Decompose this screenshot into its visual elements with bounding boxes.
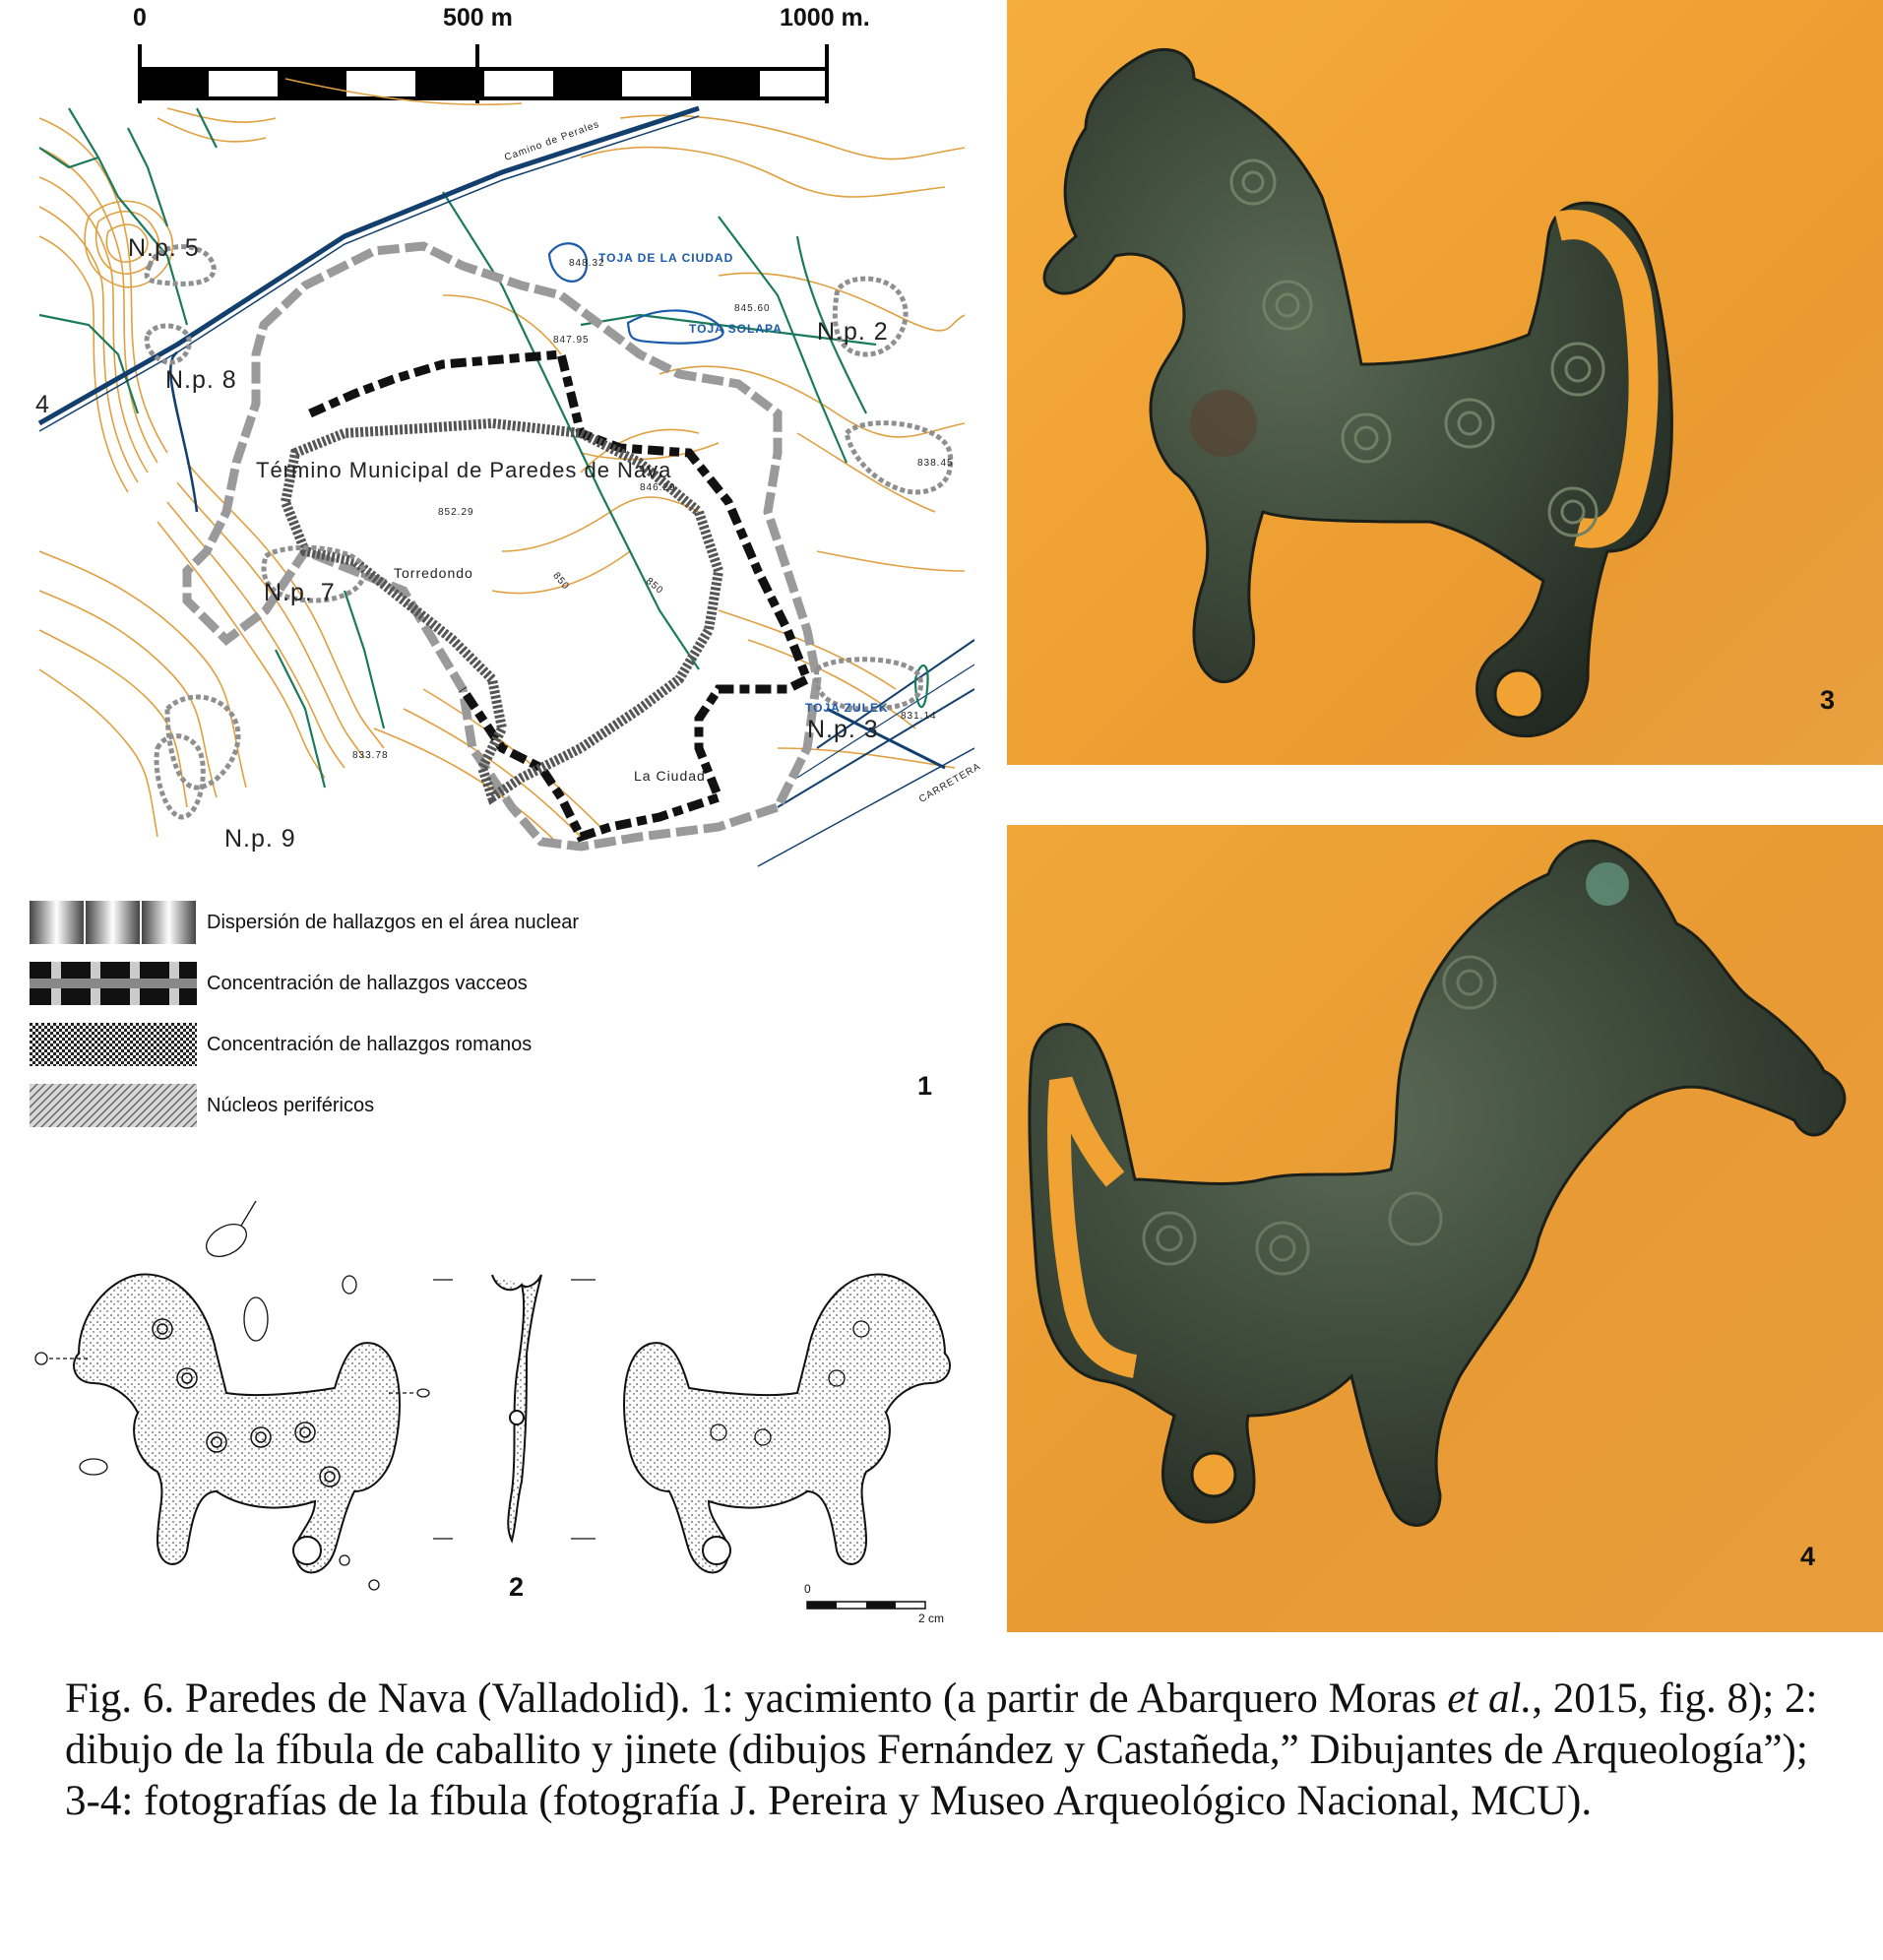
label-elev-833: 833.78 [352,750,389,761]
fibula-4-body [1030,841,1845,1525]
panel-number-4: 4 [1800,1542,1816,1571]
drawing-scale-zero: 0 [804,1582,811,1596]
label-np5: N.p. 5 [128,234,200,262]
fibula-photo-3 [1007,0,1883,765]
site-map [30,0,983,886]
legend-label-roman: Concentración de hallazgos romanos [207,1033,533,1055]
map-drawing [30,0,974,886]
legend-item-peripheral [30,1084,374,1127]
scale-bar [140,44,827,103]
drawing-scale-end: 2 cm [918,1612,945,1625]
label-elev-831: 831.14 [901,711,937,722]
label-np7: N.p. 7 [264,579,336,606]
legend-item-nuclear [30,901,579,944]
scale-label-end: 1000 m. [780,4,870,32]
legend-swatch-roman [30,1023,197,1066]
label-np8: N.p. 8 [165,366,237,394]
caption-part-2: , 2015, fig. 8); 2: dibujo de la fíbula de caballito y jinete (dibujos Fernández y Castañeda,” Dibujantes de Arqueología”); 3-4: fotografías de la fíbula (fotografía J. Pereira y Museo Arqueológico Nacional, MCU). [65,1675,1818,1824]
label-contour-850a: 850 [550,570,572,593]
fibula-photo-4-image [1007,825,1883,1632]
map-legend [30,901,915,1137]
label-elev-845: 845.60 [734,303,771,314]
fibula-photo-4 [1007,825,1883,1632]
fibula-right-view [624,1275,950,1573]
label-carretera: CARRETERA [916,761,983,805]
label-contour-850b: 850 [643,575,665,598]
label-toja-zulek: TOJA ZULEK [805,701,889,715]
legend-label-nuclear: Dispersión de hallazgos en el área nuclear [207,911,580,933]
label-termino: Término Municipal de Paredes de Nava [256,458,672,482]
roads [39,108,974,866]
panel-number-2: 2 [509,1572,525,1602]
legend-item-roman [30,1023,532,1066]
label-elev-852: 852.29 [438,507,474,518]
fibula-drawing [20,1196,994,1629]
label-elev-838: 838.45 [917,458,954,469]
label-four: 4 [35,391,50,418]
fibula-drawing-svg [20,1196,994,1629]
drawing-scale-bar [807,1602,925,1609]
label-torredondo: Torredondo [394,565,473,581]
label-toja-solapa: TOJA SOLAPA [689,322,783,336]
panel-number-1: 1 [917,1071,933,1101]
label-elev-848: 848.32 [569,258,605,269]
label-camino-perales: Camino de Perales [503,118,601,164]
legend-swatch-nuclear [30,901,197,944]
legend-label-peripheral: Núcleos periféricos [207,1094,375,1116]
label-la-ciudad: La Ciudad [634,768,706,784]
label-np3: N.p. 3 [807,716,879,743]
figure-caption [65,1674,1837,1827]
legend-item-vaccean [30,962,528,1005]
caption-italic: et al. [1447,1675,1533,1722]
fibula-3-body [1044,49,1671,735]
label-np9: N.p. 9 [224,825,296,853]
fibula-left-view [74,1275,400,1573]
label-elev-847: 847.95 [553,335,590,346]
scale-label-mid: 500 m [443,4,513,32]
scale-label-zero: 0 [133,4,147,32]
fibula-photo-3-image [1007,0,1883,765]
legend-swatch-peripheral [30,1084,197,1127]
fibula-profile-view [492,1275,541,1541]
legend-label-vaccean: Concentración de hallazgos vacceos [207,972,528,994]
legend-swatch-vaccean [30,962,197,1005]
label-toja-ciudad: TOJA DE LA CIUDAD [598,251,734,265]
panel-number-3: 3 [1820,685,1836,715]
label-np2: N.p. 2 [817,318,889,346]
caption-part-1: Fig. 6. Paredes de Nava (Valladolid). 1: yacimiento (a partir de Abarquero Moras [65,1675,1448,1722]
label-elev-846: 846.29 [640,482,676,493]
